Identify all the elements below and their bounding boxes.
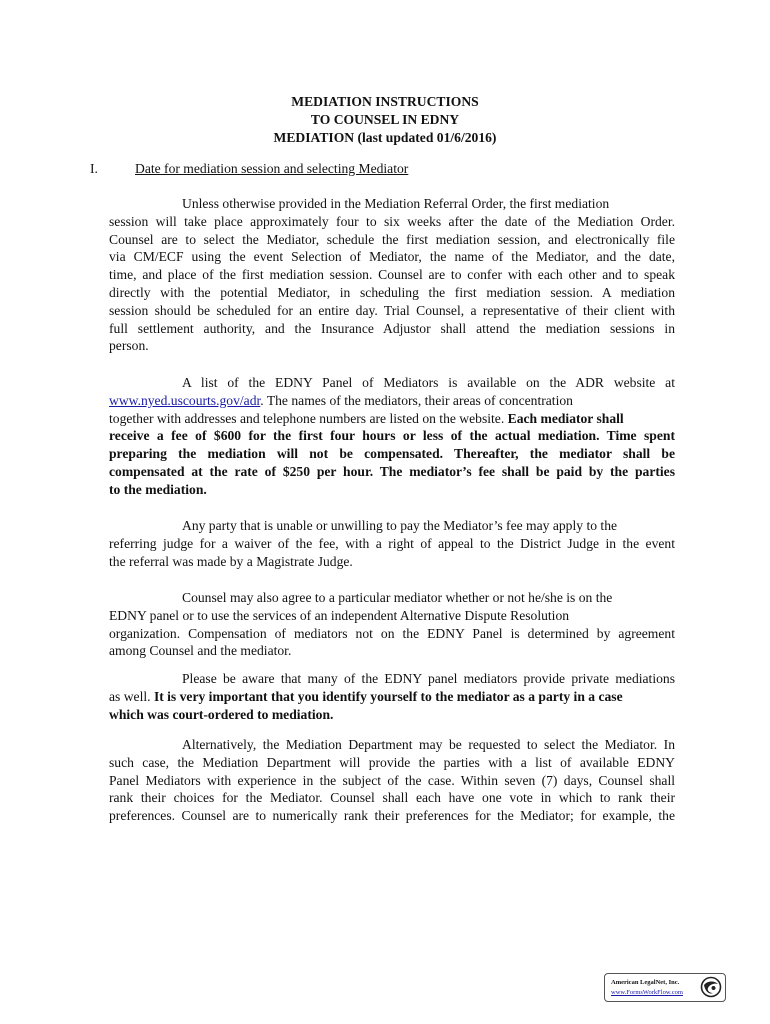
- document-title: [0, 93, 770, 147]
- text-line: [109, 410, 675, 428]
- text-line: Unless otherwise provided in the Mediation Referral Order, the first mediation: [182, 196, 610, 211]
- text-line: among Counsel and the mediator.: [109, 643, 292, 659]
- text-fragment: . The names of the mediators, their areas of concentration: [260, 392, 573, 408]
- bold-text: It is very important that you identify yourself to the mediator as a party in a case: [153, 688, 623, 704]
- text-line: directly with the potential Mediator, in scheduling the first mediation session. A mediation: [109, 284, 675, 300]
- text-line: via CM/ECF using the event Selection of Mediator, the name of the Mediator, and the date,: [109, 249, 675, 265]
- title-line-2: TO COUNSEL IN EDNY: [310, 112, 460, 127]
- paragraph-fee-waiver: [109, 517, 675, 570]
- text-line: preferences. Counsel are to numerically rank their preferences for the Mediator; for example, the: [109, 808, 675, 824]
- text-line: Counsel may also agree to a particular mediator whether or not he/she is on the: [182, 590, 613, 605]
- title-line-1: MEDIATION INSTRUCTIONS: [291, 94, 479, 109]
- text-line: organization. Compensation of mediators not on the EDNY Panel is determined by agreement: [109, 625, 675, 641]
- text-line: A list of the EDNY Panel of Mediators is available on the ADR website at: [182, 375, 675, 390]
- text-line: Panel Mediators with experience in the subject of the case. Within seven (7) days, Counsel shall: [109, 772, 675, 788]
- text-fragment: as well.: [109, 688, 154, 704]
- section-number: I.: [90, 161, 98, 176]
- footer-company-name: American LegalNet, Inc.: [611, 979, 680, 986]
- text-line: Please be aware that many of the EDNY panel mediators provide private mediations: [182, 671, 675, 686]
- text-line: EDNY panel or to use the services of an independent Alternative Dispute Resolution: [109, 607, 570, 623]
- bold-text: Each mediator shall: [507, 410, 624, 426]
- paragraph-scheduling: [109, 195, 675, 355]
- text-line: [109, 688, 675, 706]
- text-fragment: together with addresses and telephone numbers are listed on the website.: [109, 410, 508, 426]
- text-line: full settlement authority, and the Insurance Adjustor shall attend the mediation sessions in: [109, 320, 675, 336]
- bold-text-line: which was court-ordered to mediation.: [109, 706, 334, 722]
- footer-badge: [604, 973, 726, 1002]
- paragraph-agreed-mediator: [109, 589, 675, 660]
- text-line: rank their choices for the Mediator. Counsel shall each have one vote in which to rank their: [109, 790, 675, 806]
- text-line: time, and place of the first mediation session. Counsel are to confer with each other and to speak: [109, 267, 675, 283]
- text-line: [109, 392, 675, 410]
- text-line: Counsel are to select the Mediator, schedule the first mediation session, and electronically file: [109, 231, 675, 247]
- text-line: the referral was made by a Magistrate Judge.: [109, 553, 353, 569]
- text-line: referring judge for a waiver of the fee, with a right of appeal to the District Judge in the event: [109, 535, 675, 551]
- text-line: Any party that is unable or unwilling to pay the Mediator’s fee may apply to the: [182, 518, 618, 533]
- paragraph-private-mediations: [109, 670, 675, 723]
- bold-text-line: compensated at the rate of $250 per hour. The mediator’s fee shall be paid by the parties: [109, 463, 675, 479]
- text-line: session will take place approximately four to six weeks after the date of the Mediation Order.: [109, 213, 675, 229]
- paragraph-panel-fees: [109, 374, 675, 499]
- text-line: Alternatively, the Mediation Department may be requested to select the Mediator. In: [182, 737, 675, 752]
- section-title: Date for mediation session and selecting Mediator: [135, 161, 409, 176]
- text-line: person.: [109, 338, 149, 354]
- paragraph-department-selection: [109, 736, 675, 825]
- title-line-3: MEDIATION (last updated 01/6/2016): [273, 130, 497, 145]
- text-line: session should be scheduled for an entire day. Trial Counsel, a representative of their client with: [109, 302, 675, 318]
- adr-website-link[interactable]: www.nyed.uscourts.gov/adr: [109, 392, 261, 408]
- globe-logo-icon: [700, 976, 722, 998]
- bold-text-line: to the mediation.: [109, 481, 207, 497]
- text-line: such case, the Mediation Department will provide the parties with a list of available EDNY: [109, 754, 675, 770]
- bold-text-line: receive a fee of $600 for the first four hours or less of the actual mediation. Time spent: [109, 428, 675, 444]
- bold-text-line: preparing the mediation will not be compensated. Thereafter, the mediator shall be: [109, 446, 675, 462]
- footer-website-link[interactable]: www.FormsWorkFlow.com: [611, 989, 683, 996]
